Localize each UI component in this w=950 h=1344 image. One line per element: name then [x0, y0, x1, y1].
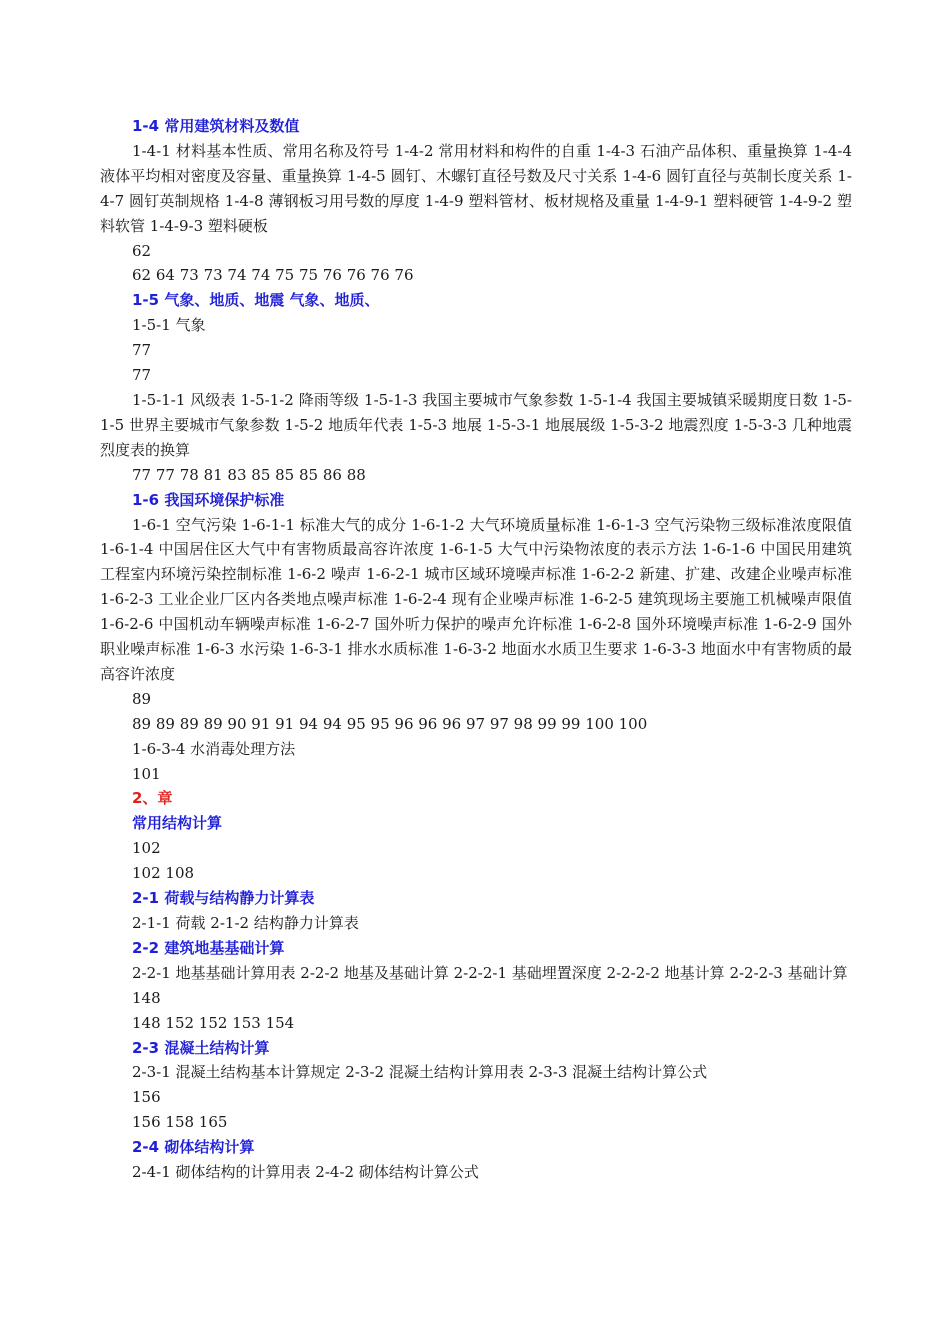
- chapter-heading: 2、章: [132, 789, 173, 808]
- text-line: 1-6-3-4 水消毒处理方法: [132, 739, 296, 758]
- section-heading: 1-5 气象、地质、地震 气象、地质、: [132, 291, 380, 310]
- text-line: 77: [132, 366, 152, 385]
- document-page: [100, 114, 852, 1185]
- section-heading: 1-4 常用建筑材料及数值: [132, 117, 300, 135]
- text-line: 2-4-1 砌体结构的计算用表 2-4-2 砌体结构计算公式: [132, 1163, 479, 1182]
- text-line: 77 77 78 81 83 85 85 85 86 88: [132, 465, 366, 484]
- toc-paragraph: 1-4-1 材料基本性质、常用名称及符号 1-4-2 常用材料和构件的自重 1-4-3 石油产品体积、重量换算 1-4-4 液体平均相对密度及容量、重量换算 1-4-5 圆钉、木螺钉直径号数及尺寸关系 1-4-6 圆钉直径与英制长度关系 1-4-7 圆钉英制规格 1-4-8 薄钢板习用号数的厚度 1-4-9 塑料管材、板材规格及重量 1-4-9-1 塑料硬管 1-4-9-2 塑料软管 1-4-9-3 塑料硬板: [100, 141, 852, 235]
- text-line: 1-5-1 气象: [132, 316, 206, 335]
- section-heading: 常用结构计算: [132, 814, 223, 833]
- text-line: 101: [132, 764, 161, 783]
- text-line: 89: [132, 689, 152, 708]
- section-heading: 2-2 建筑地基基础计算: [132, 938, 285, 957]
- text-line: 2-1-1 荷载 2-1-2 结构静力计算表: [132, 914, 359, 932]
- text-line: 2-3-1 混凝土结构基本计算规定 2-3-2 混凝土结构计算用表 2-3-3 混凝土结构计算公式: [132, 1063, 708, 1082]
- text-line: 148: [132, 988, 161, 1007]
- text-line: 62 64 73 73 74 74 75 75 76 76 76 76: [132, 266, 414, 285]
- text-line: 77: [132, 341, 152, 360]
- text-line: 102 108: [132, 864, 195, 883]
- text-line: 156: [132, 1088, 161, 1107]
- text-line: 89 89 89 89 90 91 91 94 94 95 95 96 96 96 97 97 98 99 99 100 100: [132, 714, 648, 733]
- toc-paragraph: 1-5-1-1 风级表 1-5-1-2 降雨等级 1-5-1-3 我国主要城市气象参数 1-5-1-4 我国主要城镇采暖期度日数 1-5-1-5 世界主要城市气象参数 1-5-2 地质年代表 1-5-3 地展 1-5-3-1 地展展级 1-5-3-2 地震烈度 1-5-3-3 几种地震烈度表的换算: [100, 390, 852, 459]
- section-heading: 2-1 荷载与结构静力计算表: [132, 889, 315, 908]
- text-line: 148 152 152 153 154: [132, 1013, 295, 1032]
- toc-paragraph: 2-2-1 地基基础计算用表 2-2-2 地基及基础计算 2-2-2-1 基础埋置深度 2-2-2-2 地基计算 2-2-2-3 基础计算: [132, 963, 848, 982]
- section-heading: 2-3 混凝土结构计算: [132, 1038, 270, 1057]
- section-heading: 1-6 我国环境保护标准: [132, 490, 285, 509]
- toc-paragraph: 1-6-1 空气污染 1-6-1-1 标准大气的成分 1-6-1-2 大气环境质量标准 1-6-1-3 空气污染物三级标准浓度限值 1-6-1-4 中国居住区大气中有害物质最高容许浓度 1-6-1-5 大气中污染物浓度的表示方法 1-6-1-6 中国民用建筑工程室内环境污染控制标准 1-6-2 噪声 1-6-2-1 城市区域环境噪声标准 1-6-2-2 新建、扩建、改建企业噪声标准 1-6-2-3 工业企业厂区内各类地点噪声标准 1-6-2-4 现有企业噪声标准 1-6-2-5 建筑现场主要施工机械噪声限值 1-6-2-6 中国机动车辆噪声标准 1-6-2-7 国外听力保护的噪声允许标准 1-6-2-8 国外环境噪声标准 1-6-2-9 国外职业噪声标准 1-6-3 水污染 1-6-3-1 排水水质标准 1-6-3-2 地面水水质卫生要求 1-6-3-3 地面水中有害物质的最高容许浓度: [100, 515, 852, 683]
- section-heading: 2-4 砌体结构计算: [132, 1138, 255, 1157]
- text-line: 156 158 165: [132, 1113, 228, 1132]
- text-line: 102: [132, 839, 161, 858]
- text-line: 62: [132, 241, 152, 260]
